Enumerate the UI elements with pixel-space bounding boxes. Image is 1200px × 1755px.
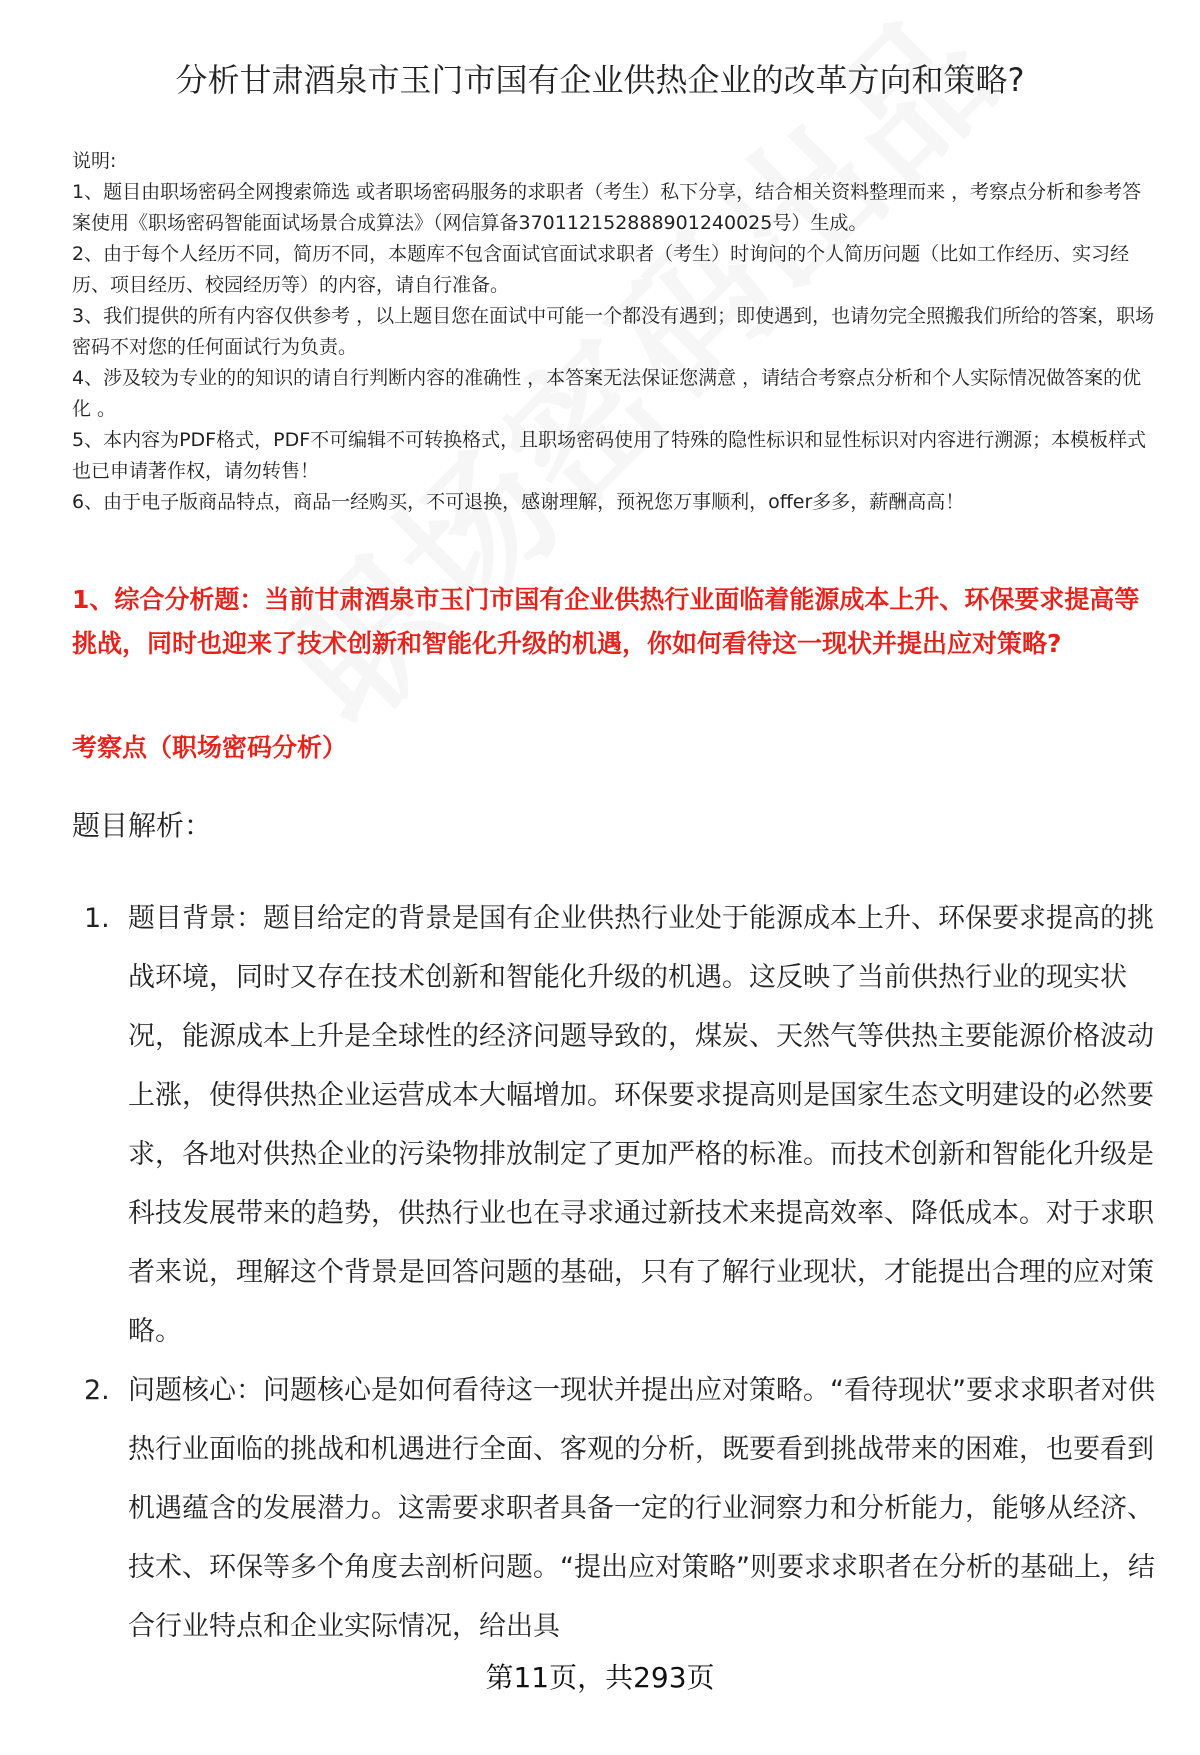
note-item: 4、涉及较为专业的的知识的请自行判断内容的准确性 ，本答案无法保证您满意 ，请结合考察点分析和个人实际情况做答案的优化 。 [72, 367, 1142, 420]
note-item: 1、题目由职场密码全网搜索筛选 或者职场密码服务的求职者（考生）私下分享，结合相关资料整理而来 ，考察点分析和参考答案使用《职场密码智能面试场景合成算法》（网信算备370112152888901240025号）生成。 [72, 181, 1142, 234]
page-title: 分析甘肃酒泉市玉门市国有企业供热企业的改革方向和策略? [175, 61, 1025, 99]
notes-section [72, 146, 1157, 518]
analysis-list [72, 889, 1157, 1656]
note-item: 2、由于每个人经历不同，简历不同，本题库不包含面试官面试求职者（考生）时询问的个人简历问题（比如工作经历、实习经历、项目经历、校园经历等）的内容，请自行准备。 [72, 243, 1130, 296]
list-item-text: 问题核心：问题核心是如何看待这一现状并提出应对策略。“看待现状”要求求职者对供热行业面临的挑战和机遇进行全面、客观的分析，既要看到挑战带来的困难，也要看到机遇蕴含的发展潜力。这需要求职者具备一定的行业洞察力和分析能力，能够从经济、技术、环保等多个角度去剖析问题。“提出应对策略”则要求求职者在分析的基础上，结合行业特点和企业实际情况，给出具 [128, 1375, 1155, 1642]
exam-point-heading: 考察点（职场密码分析） [72, 733, 348, 762]
analysis-label: 题目解析： [72, 809, 213, 842]
page-number: 第11页，共293页 [485, 1661, 715, 1694]
list-item [72, 1361, 1157, 1656]
list-item-number: 1. [84, 903, 110, 934]
note-item: 3、我们提供的所有内容仅供参考 ，以上题目您在面试中可能一个都没有遇到；即使遇到，也请勿完全照搬我们所给的答案，职场密码不对您的任何面试行为负责。 [72, 305, 1155, 358]
notes-heading: 说明: [72, 150, 117, 172]
list-item [72, 889, 1157, 1361]
note-item: 6、由于电子版商品特点，商品一经购买，不可退换，感谢理解，预祝您万事顺利，offer多多，薪酬高高！ [72, 491, 965, 513]
question-heading: 1、综合分析题：当前甘肃酒泉市玉门市国有企业供热行业面临着能源成本上升、环保要求提高等挑战，同时也迎来了技术创新和智能化升级的机遇，你如何看待这一现状并提出应对策略? [72, 585, 1140, 658]
note-item: 5、本内容为PDF格式，PDF不可编辑不可转换格式，且职场密码使用了特殊的隐性标识和显性标识对内容进行溯源；本模板样式也已申请著作权，请勿转售！ [72, 429, 1147, 482]
list-item-number: 2. [84, 1375, 110, 1406]
list-item-text: 题目背景：题目给定的背景是国有企业供热行业处于能源成本上升、环保要求提高的挑战环境，同时又存在技术创新和智能化升级的机遇。这反映了当前供热行业的现实状况，能源成本上升是全球性的经济问题导致的，煤炭、天然气等供热主要能源价格波动上涨，使得供热企业运营成本大幅增加。环保要求提高则是国家生态文明建设的必然要求，各地对供热企业的污染物排放制定了更加严格的标准。而技术创新和智能化升级是科技发展带来的趋势，供热行业也在寻求通过新技术来提高效率、降低成本。对于求职者来说，理解这个背景是回答问题的基础，只有了解行业现状，才能提出合理的应对策略。 [128, 903, 1154, 1347]
